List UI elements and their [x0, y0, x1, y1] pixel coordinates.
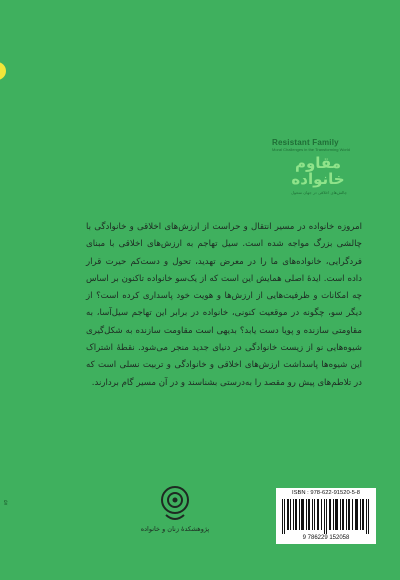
publisher-name: پژوهشکدهٔ زنان و خانواده: [140, 525, 210, 533]
logo-persian-title-line2: خانواده: [291, 170, 345, 188]
logo-persian-title-line1: مقاوم: [294, 154, 342, 172]
edge-text: ۵۷: [2, 500, 8, 506]
book-logo: [272, 138, 362, 198]
publisher-emblem-icon: [160, 485, 190, 523]
logo-english-title: Resistant Family: [272, 138, 339, 147]
back-cover-blurb: [86, 219, 362, 477]
logo-persian-subtitle: چالش‌های اخلاقی در جهان متحول: [291, 190, 347, 195]
barcode-number: 9 786229 152058: [302, 535, 350, 541]
barcode-label: [276, 488, 376, 544]
blurb-paragraph: امروزه خانواده در مسیر انتقال و حراست از ارزش‌های اخلاقی و خانوادگی با چالشی بزرگ مواجه شده است. سیل تهاجم به ارزش‌های اخلاقی با مبنای فردگرایی، خانواده‌های ما را در معرض تهدید، تحول و دست‌کم حیرت قرار داده است. ایدهٔ اصلی همایش این است که از یک‌سو خانواده تاکنون بر اساس چه امکانات و ظرفیت‌هایی از ارزش‌ها و هویت خود پاسداری کرده است؟ از دیگر سو، چگونه در موقعیت کنونی، خانواده در برابر این تهاجم سیل‌آسا، به مقاومتی سازنده و پویا دست یابد؟ بدیهی است مقاومت سازنده به شکل‌گیری شیوه‌هایی نو از زیست خانوادگی در دنیای جدید منجر می‌شود. نقطهٔ اشتراک این شیوه‌ها پاسداشت ارزش‌های اخلاقی و خانوادگی و تربیت نسلی است که در تلاطم‌های پیش رو مقصد را به‌درستی بشناسند و در آن مسیر گام بردارند.: [86, 222, 362, 388]
isbn-text: ISBN : 978-622-91520-5-8: [292, 490, 360, 496]
publisher-block: [116, 485, 234, 561]
barcode-bars: [280, 499, 372, 534]
logo-english-subtitle: Moral Challenges in the Transforming World: [272, 147, 350, 152]
yellow-spine-mark: [0, 62, 6, 80]
